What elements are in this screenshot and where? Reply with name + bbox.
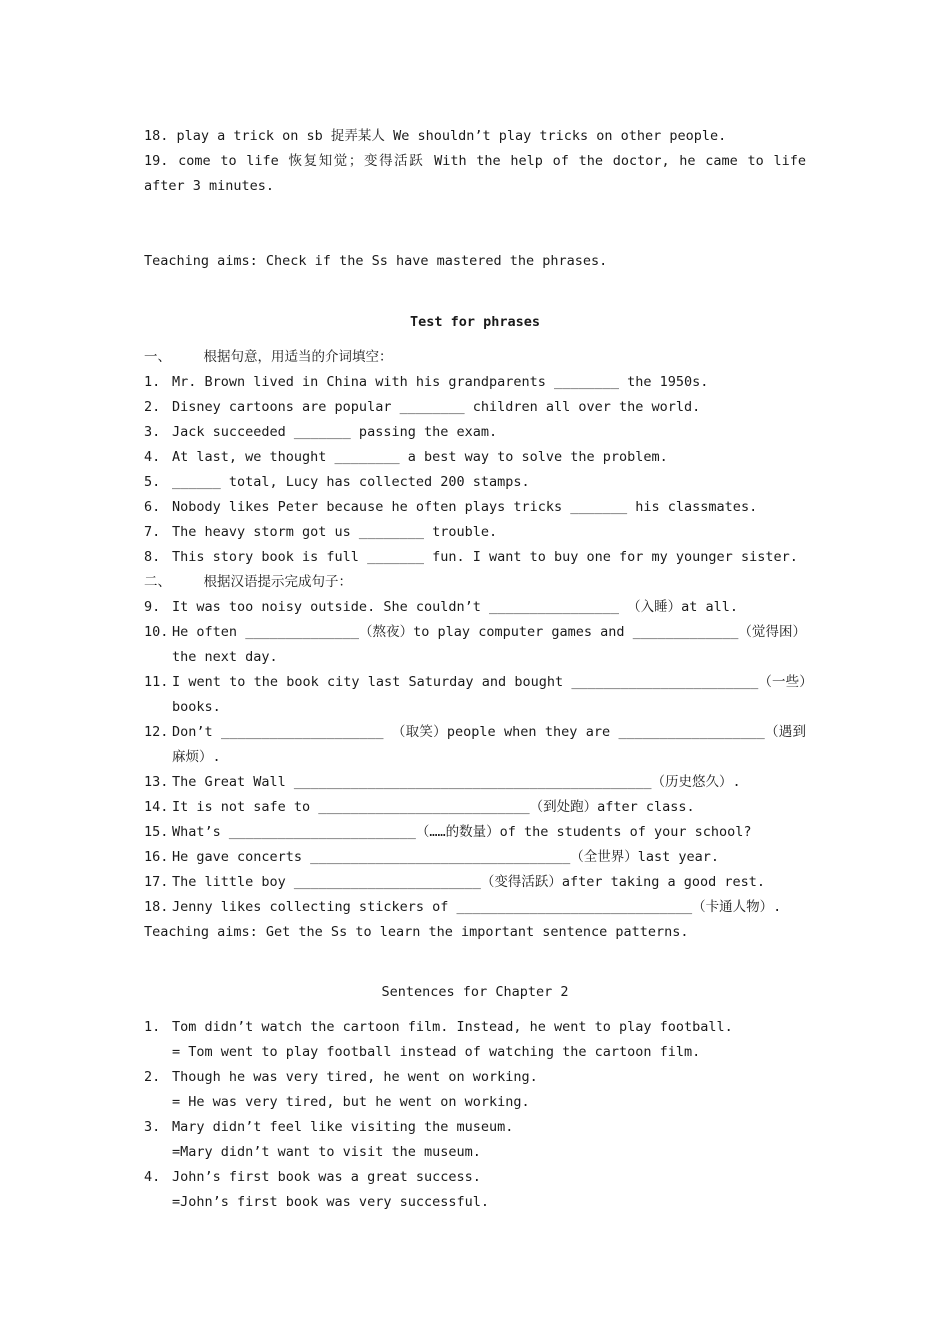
item-number: 7.	[144, 524, 161, 540]
item-number: 5.	[144, 474, 161, 490]
item-text: It is not safe to __________________________（到处跑）after class.	[172, 799, 695, 815]
item-text: He gave concerts ________________________________（全世界）last year.	[172, 849, 720, 865]
exercise-item	[144, 845, 806, 870]
item-text: Jack succeeded _______ passing the exam.	[172, 424, 498, 440]
teaching-aims-2: Teaching aims: Get the Ss to learn the important sentence patterns.	[144, 924, 689, 940]
sentence-text: John’s first book was a great success.	[172, 1169, 481, 1185]
sentence-item	[144, 1115, 806, 1140]
item-number: 2.	[144, 1069, 161, 1085]
exercise-item	[144, 370, 806, 395]
exercise-item	[144, 670, 806, 720]
item-text: ______ total, Lucy has collected 200 stamps.	[172, 474, 530, 490]
item-number: 4.	[144, 449, 161, 465]
item-number: 2.	[144, 399, 161, 415]
item-number: 9.	[144, 599, 161, 615]
exercise-item	[144, 420, 806, 445]
item-number: 6.	[144, 499, 161, 515]
item-number: 1.	[144, 1019, 161, 1035]
item-number: 8.	[144, 549, 161, 565]
exercise-item	[144, 595, 806, 620]
exercise-item	[144, 895, 806, 920]
item-number: 18.	[144, 899, 169, 915]
item-number: 15.	[144, 824, 169, 840]
section-heading-1: 一、 根据句意，用适当的介词填空：	[144, 349, 393, 365]
exercise-item	[144, 820, 806, 845]
item-text: Disney cartoons are popular ________ children all over the world.	[172, 399, 701, 415]
item-number: 12.	[144, 724, 169, 740]
item-number: 11.	[144, 674, 169, 690]
sentences-section	[144, 1015, 806, 1215]
item-text: Mr. Brown lived in China with his grandparents ________ the 1950s.	[172, 374, 709, 390]
item-text: The Great Wall ____________________________________________（历史悠久）.	[172, 774, 741, 790]
exercise-item	[144, 495, 806, 520]
item-text: He often ______________（熬夜）to play computer games and _____________（觉得困） the next day.	[172, 624, 806, 665]
item-text: At last, we thought ________ a best way to solve the problem.	[172, 449, 668, 465]
item-number: 14.	[144, 799, 169, 815]
item-text: Jenny likes collecting stickers of _____________________________（卡通人物）.	[172, 899, 782, 915]
sentence-item	[144, 1165, 806, 1190]
intro-section	[144, 124, 806, 199]
exercise-item	[144, 520, 806, 545]
item-text: This story book is full _______ fun. I want to buy one for my younger sister.	[172, 549, 798, 565]
sentence-item	[144, 1015, 806, 1040]
exercise-item	[144, 620, 806, 670]
item-number: 13.	[144, 774, 169, 790]
item-text: Don’t ____________________ （取笑）people when they are __________________（遇到麻烦）.	[172, 724, 806, 765]
sentence-equivalent: = He was very tired, but he went on working.	[172, 1094, 530, 1110]
phrase-item-18: 18. play a trick on sb 捉弄某人 We shouldn’t play tricks on other people.	[144, 128, 727, 144]
item-number: 4.	[144, 1169, 161, 1185]
sentence-equivalent: = Tom went to play football instead of watching the cartoon film.	[172, 1044, 701, 1060]
phrase-item-19: 19. come to life 恢复知觉；变得活跃 With the help of the doctor, he came to life after 3 minutes.	[144, 153, 806, 194]
sentence-equivalent: =Mary didn’t want to visit the museum.	[172, 1144, 481, 1160]
exercise-item	[144, 795, 806, 820]
exercise-item	[144, 395, 806, 420]
exercise-item	[144, 870, 806, 895]
item-number: 3.	[144, 1119, 161, 1135]
item-text: It was too noisy outside. She couldn’t ________________ （入睡）at all.	[172, 599, 739, 615]
item-number: 1.	[144, 374, 161, 390]
exercise-item	[144, 770, 806, 795]
test-section-1	[144, 345, 806, 945]
item-number: 17.	[144, 874, 169, 890]
sentence-item	[144, 1065, 806, 1090]
item-number: 3.	[144, 424, 161, 440]
sentence-equivalent: =John’s first book was very successful.	[172, 1194, 489, 1210]
sentences-title: Sentences for Chapter 2	[381, 984, 569, 1000]
item-text: Nobody likes Peter because he often plays tricks _______ his classmates.	[172, 499, 758, 515]
item-text: I went to the book city last Saturday and bought _______________________（一些）books.	[172, 674, 806, 715]
item-number: 10.	[144, 624, 169, 640]
section-heading-2: 二、 根据汉语提示完成句子：	[144, 574, 353, 590]
item-text: The heavy storm got us ________ trouble.	[172, 524, 498, 540]
item-number: 16.	[144, 849, 169, 865]
teaching-aims-1: Teaching aims: Check if the Ss have mastered the phrases.	[144, 253, 608, 269]
sentence-text: Mary didn’t feel like visiting the museum.	[172, 1119, 514, 1135]
test-title: Test for phrases	[409, 314, 541, 330]
sentence-text: Though he was very tired, he went on working.	[172, 1069, 538, 1085]
sentence-text: Tom didn’t watch the cartoon film. Instead, he went to play football.	[172, 1019, 733, 1035]
item-text: What’s _______________________（……的数量）of the students of your school?	[172, 824, 752, 840]
exercise-item	[144, 545, 806, 570]
item-text: The little boy _______________________（变得活跃）after taking a good rest.	[172, 874, 766, 890]
exercise-item	[144, 720, 806, 770]
exercise-item	[144, 445, 806, 470]
exercise-item	[144, 470, 806, 495]
